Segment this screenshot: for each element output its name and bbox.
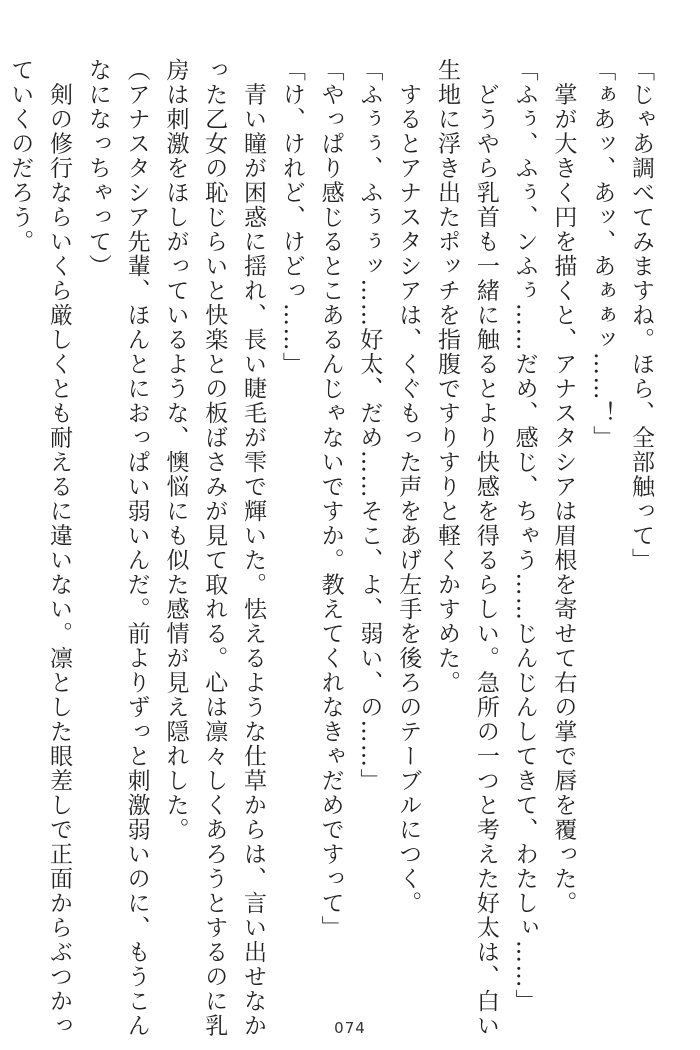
text-line: 「ふぅ、ふぅ、ンふぅ……だめ、感じ、ちゃう……じんじんしてきて、わたしぃ……」 <box>511 58 538 1014</box>
text-line: 生地に浮き出たポッチを指腹ですりすりと軽くかすめた。 <box>434 58 461 695</box>
text-line: 房は刺激をほしがっているような、懊悩にも似た感情が見え隠れした。 <box>162 58 189 842</box>
text-line: なになっちゃって） <box>84 58 111 279</box>
text-line: 「ふぅぅ、ふぅぅッ……好太、だめ……そこ、よ、弱い、の……」 <box>356 58 383 793</box>
text-line: （アナスタシア先輩、ほんとにおっぱい弱いんだ。前よりずっと刺激弱いのに、もうこん <box>123 58 150 1038</box>
text-line: どうやら乳首も一緒に触るとより快感を得るらしい。急所の一つと考えた好太は、白い <box>472 58 499 1038</box>
text-line: 「け、けれど、けどっ……」 <box>278 58 305 377</box>
text-line: 剣の修行ならいくら厳しくとも耐えるに違いない。凛とした眼差しで正面からぶつかっ <box>46 58 73 1038</box>
text-line: 「ぁあッ、あッ、あぁぁッ……！」 <box>589 58 616 450</box>
text-line: 掌が大きく円を描くと、アナスタシアは眉根を寄せて右の掌で唇を覆った。 <box>550 58 577 916</box>
text-line: 「じゃあ調べてみますね。ほら、全部触って」 <box>628 58 654 573</box>
text-line: 「やっぱり感じるとこあるんじゃないですか。教えてくれなきゃだめですって」 <box>317 58 344 940</box>
text-line: するとアナスタシアは、くぐもった声をあげ左手を後ろのテーブルにつく。 <box>395 58 422 916</box>
text-line: 青い瞳が困惑に揺れ、長い睫毛が雫で輝いた。怯えるような仕草からは、言い出せなか <box>240 58 267 1038</box>
text-line: ていくのだろう。 <box>7 58 34 254</box>
page-number: 074 <box>334 1019 366 1037</box>
text-line: った乙女の恥じらいと快楽との板ばさみが見て取れる。心は凛々しくあろうとするのに乳 <box>201 58 228 1038</box>
